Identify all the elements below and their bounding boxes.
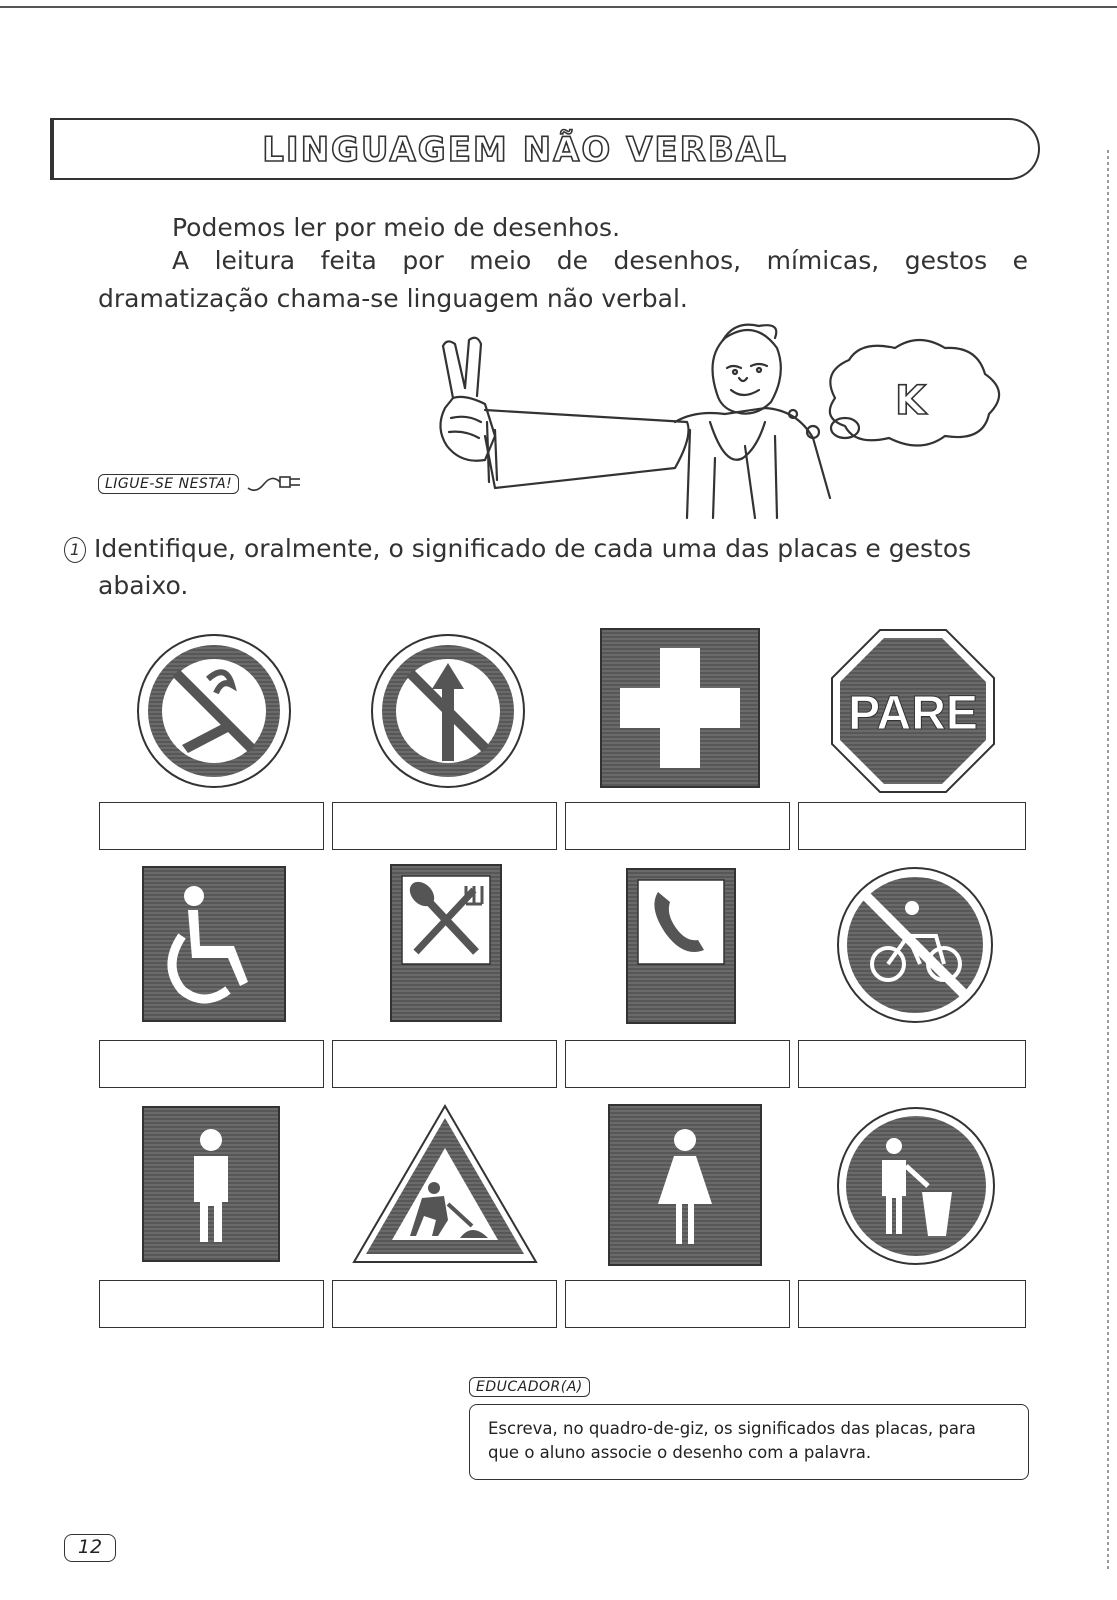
answer-box-7[interactable]: [565, 1040, 790, 1088]
mens-restroom-sign-icon: [142, 1106, 280, 1262]
no-smoking-sign-icon: [136, 633, 292, 789]
page-edge: [1107, 150, 1109, 1570]
educador-note: [469, 1404, 1029, 1480]
wheelchair-accessible-sign-icon: [142, 866, 286, 1022]
answer-box-4[interactable]: [798, 802, 1026, 850]
road-work-sign-icon: [352, 1104, 538, 1266]
plug-icon: [246, 470, 304, 498]
question-text-line-1: Identifique, oralmente, o significado de cada uma das placas e gestos: [94, 534, 972, 563]
question-number: 1: [64, 537, 86, 563]
answer-box-1[interactable]: [99, 802, 324, 850]
title-banner: [50, 118, 1040, 180]
man-gesture-illustration: [425, 318, 1025, 528]
page-number: 12: [64, 1534, 116, 1562]
question-text-line-2: abaixo.: [98, 571, 189, 600]
top-rule: [0, 6, 1117, 8]
answer-box-8[interactable]: [798, 1040, 1026, 1088]
ligue-se-tag: LIGUE-SE NESTA!: [98, 474, 239, 494]
answer-box-5[interactable]: [99, 1040, 324, 1088]
educador-line-1: Escreva, no quadro-de-giz, os significados das placas, para: [488, 1419, 976, 1438]
thought-letter: K: [895, 378, 926, 424]
no-bicycles-sign-icon: [836, 866, 994, 1024]
answer-box-12[interactable]: [798, 1280, 1026, 1328]
trash-disposal-sign-icon: [836, 1106, 996, 1266]
first-aid-cross-sign-icon: [600, 628, 760, 788]
intro-line-3: dramatização chama-se linguagem não verbal.: [98, 284, 688, 313]
stop-sign-text: PARE: [848, 687, 978, 740]
educador-tag: EDUCADOR(A): [469, 1377, 590, 1397]
intro-line-1: Podemos ler por meio de desenhos.: [172, 213, 621, 242]
question-1: [64, 530, 1044, 604]
no-straight-ahead-sign-icon: [370, 633, 526, 789]
answer-box-10[interactable]: [332, 1280, 557, 1328]
answer-box-11[interactable]: [565, 1280, 790, 1328]
intro-line-2: A leitura feita por meio de desenhos, mímicas, gestos e: [172, 246, 1028, 275]
answer-box-9[interactable]: [99, 1280, 324, 1328]
educador-line-2: que o aluno associe o desenho com a palavra.: [488, 1443, 872, 1462]
answer-box-3[interactable]: [565, 802, 790, 850]
telephone-sign-icon: [626, 868, 736, 1024]
page-title: LINGUAGEM NÃO VERBAL: [262, 130, 788, 170]
stop-sign-icon: [830, 628, 996, 794]
answer-box-6[interactable]: [332, 1040, 557, 1088]
answer-box-2[interactable]: [332, 802, 557, 850]
restaurant-sign-icon: [390, 864, 502, 1022]
womens-restroom-sign-icon: [608, 1104, 762, 1266]
